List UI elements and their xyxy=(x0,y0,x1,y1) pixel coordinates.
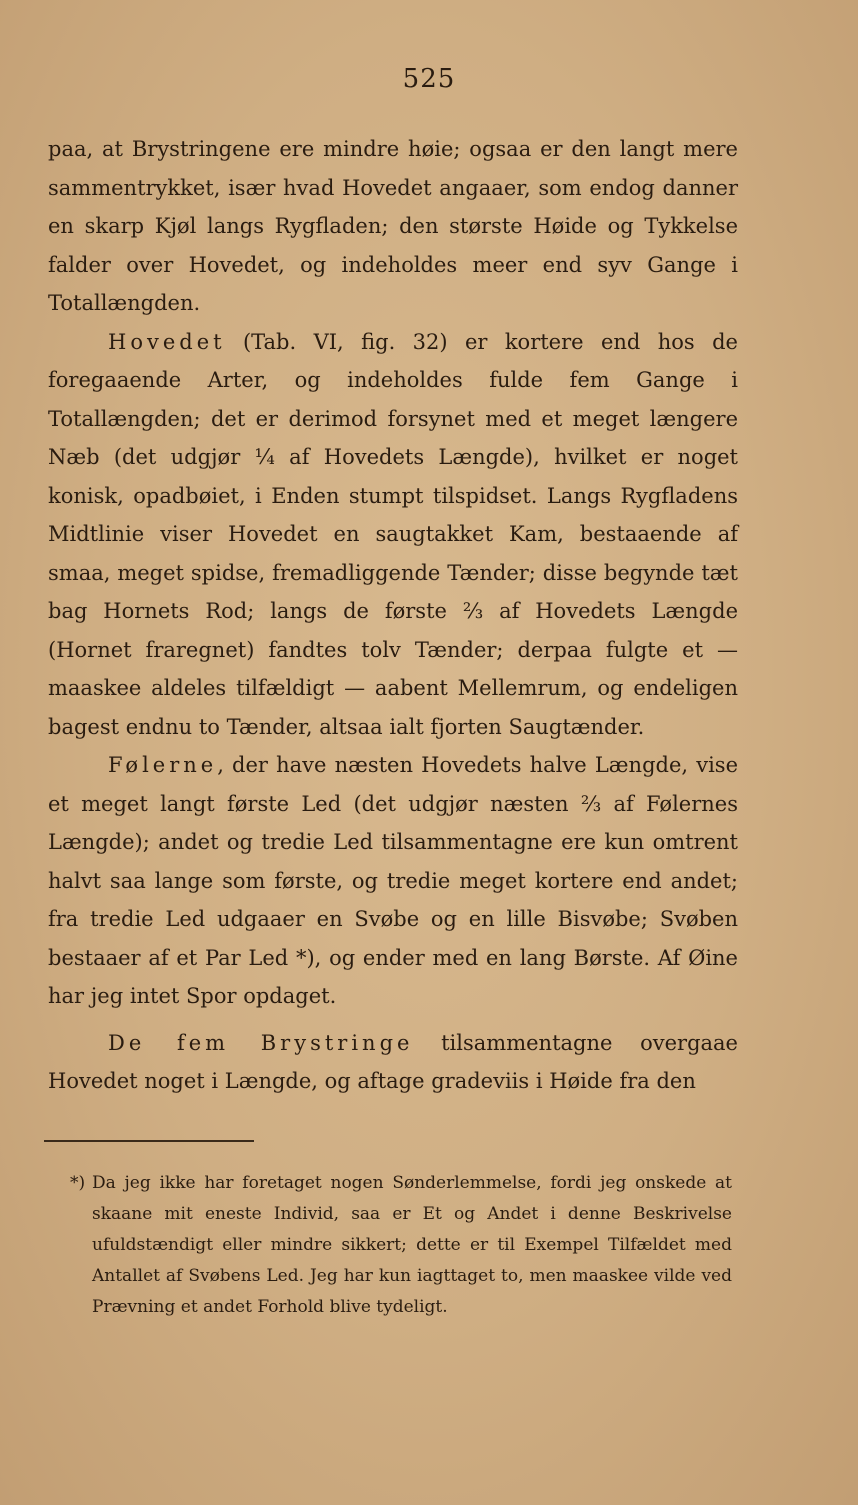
footnote-mark: *) xyxy=(70,1173,86,1193)
footnote xyxy=(70,1168,732,1323)
paragraph-4-lead: De fem Brystringe xyxy=(108,1030,414,1055)
body-text xyxy=(48,130,738,1101)
paragraph-3 xyxy=(48,746,738,1016)
paragraph-4 xyxy=(48,1024,738,1101)
paragraph-3-text: , der have næsten Hovedets halve Længde, vise et meget langt første Led (det udgjør næsten ⅔ af Følernes Længde); andet og tredie Led tilsammentagne ere kun omtrent halvt saa lange som første, og tredie meget kortere end andet; fra tredie Led udgaaer en Svøbe og en lille Bisvøbe; Svøben bestaaer af et Par Led *), og ender med en lang Børste. Af Øine har jeg intet Spor opdaget. xyxy=(48,753,738,1008)
paragraph-2-lead: Hovedet xyxy=(108,329,226,354)
paragraph-3-lead: Følerne xyxy=(108,753,218,777)
paragraph-4-text: tilsammentagne overgaae Hovedet noget i Længde, og aftage gradeviis i Høide fra den xyxy=(48,1030,738,1093)
paragraph-1-text: paa, at Brystringene ere mindre høie; ogsaa er den langt mere sammentrykket, især hvad Hovedet angaaer, som endog danner en skarp Kjøl langs Rygfladen; den største Høide og Tykkelse falder over Hovedet, og indeholdes meer end syv Gange i Totallængden. xyxy=(48,137,738,315)
paragraph-1 xyxy=(48,130,738,323)
paragraph-2-text: (Tab. VI, fig. 32) er kortere end hos de foregaaende Arter, og indeholdes fulde fem Gange i Totallængden; det er derimod forsynet med et meget længere Næb (det udgjør ¼ af Hovedets Længde), hvilket er noget konisk, opadbøiet, i Enden stumpt tilspidset. Langs Rygfladens Midtlinie viser Hovedet en saugtakket Kam, bestaaende af smaa, meget spidse, fremadliggende Tænder; disse begynde tæt bag Hornets Rod; langs de første ⅔ af Hovedets Længde (Hornet fraregnet) fandtes tolv Tænder; derpaa fulgte et — maaskee aldeles tilfældigt — aabent Mellemrum, og endeligen bagest endnu to Tænder, altsaa ialt fjorten Saugtænder. xyxy=(48,329,738,739)
footnote-text: Da jeg ikke har foretaget nogen Sønderlemmelse, fordi jeg onskede at skaane mit eneste Individ, saa er Et og Andet i denne Beskrivelse ufuldstændigt eller mindre sikkert; dette er til Exempel Tilfældet med Antallet af Svøbens Led. Jeg har kun iagttaget to, men maaskee vilde ved Prævning et andet Forhold blive tydeligt. xyxy=(92,1173,732,1317)
footnote-divider xyxy=(44,1140,254,1142)
paragraph-2 xyxy=(48,323,738,747)
page-number: 525 xyxy=(402,64,456,94)
